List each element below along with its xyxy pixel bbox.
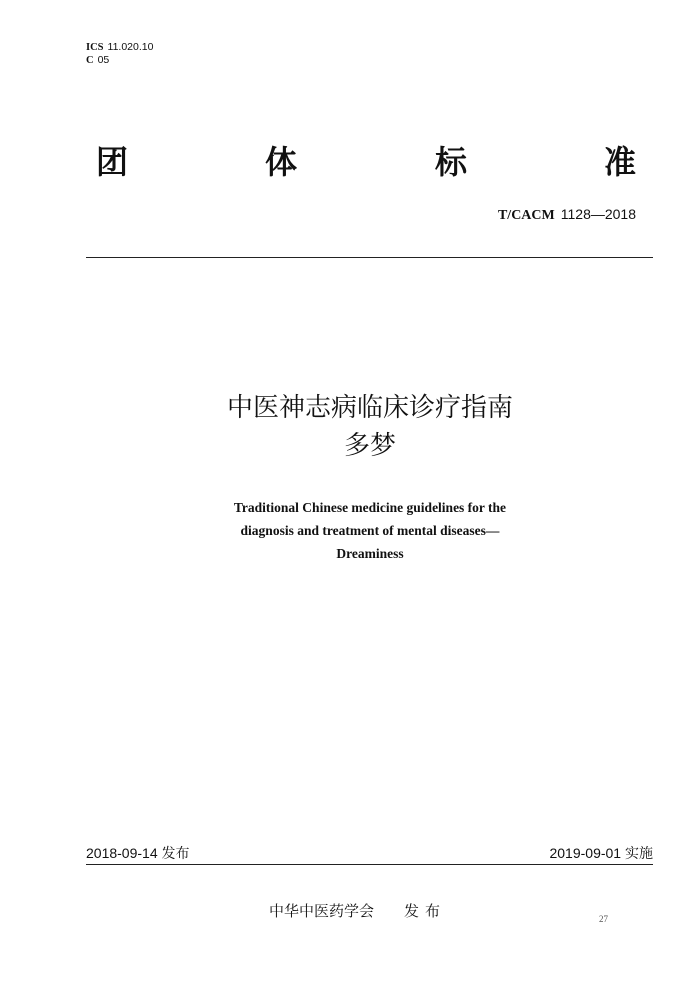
title-english	[0, 496, 700, 565]
publisher-name: 中华中医药学会	[269, 902, 375, 920]
ics-label: ICS	[86, 42, 104, 53]
ics-line	[86, 41, 153, 54]
heading-char-3: 标	[435, 143, 468, 181]
heading-char-1: 团	[96, 143, 129, 181]
publisher-line	[269, 900, 446, 921]
title-english-line-2: diagnosis and treatment of mental diseases—	[240, 523, 500, 538]
publisher-action: 发布	[404, 902, 447, 920]
c-line	[86, 54, 153, 67]
heading-char-4: 准	[604, 143, 637, 181]
title-chinese-line-1: 中医神志病临床诊疗指南	[226, 393, 513, 423]
classification-block	[86, 41, 153, 67]
title-english-line-1: Traditional Chinese medicine guidelines for the	[233, 500, 507, 515]
standard-number-value: 1128—2018	[560, 206, 636, 222]
title-chinese-line-2: 多梦	[343, 431, 396, 461]
c-code: 05	[97, 54, 110, 66]
c-label: C	[86, 55, 94, 66]
title-chinese	[0, 389, 700, 465]
heading-char-2: 体	[265, 143, 298, 181]
top-divider	[86, 257, 653, 258]
ics-code: 11.020.10	[107, 41, 154, 53]
standard-number	[498, 206, 636, 224]
standard-number-prefix: T/CACM	[497, 208, 555, 223]
effective-date: 2019-09-01 实施	[549, 845, 653, 861]
issue-date: 2018-09-14 发布	[86, 845, 190, 861]
page-number: 27	[599, 914, 608, 924]
bottom-divider	[86, 864, 653, 865]
title-english-line-3: Dreaminess	[336, 546, 404, 561]
